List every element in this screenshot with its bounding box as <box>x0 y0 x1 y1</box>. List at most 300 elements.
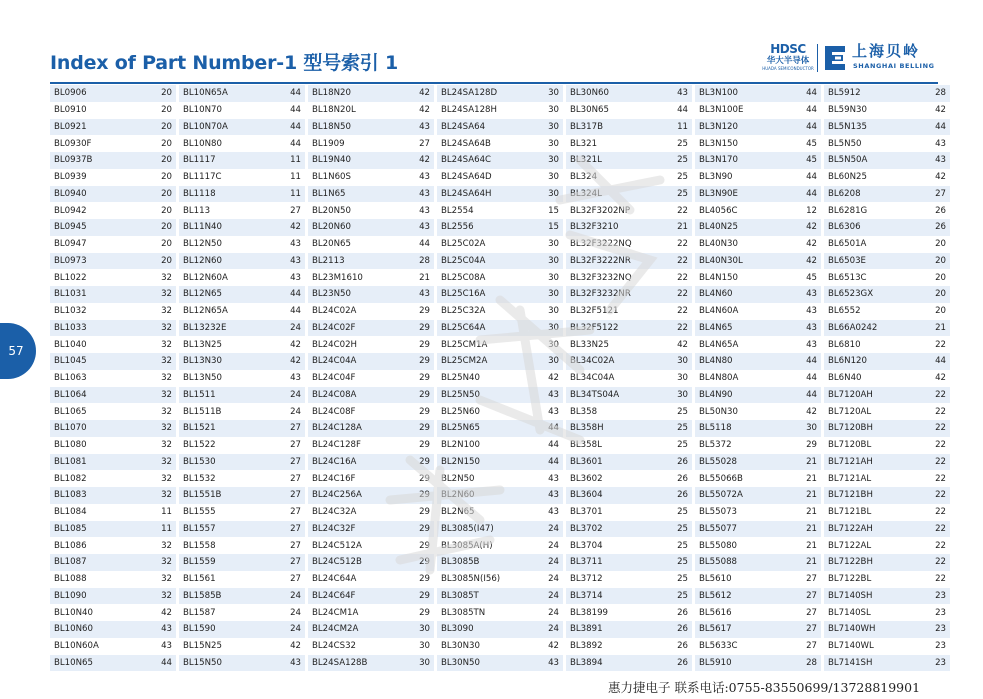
page-ref: 42 <box>290 641 301 652</box>
part-number: BL7120BL <box>828 440 872 451</box>
page-ref: 43 <box>290 272 301 283</box>
table-row <box>308 253 434 270</box>
part-number: BL24C02H <box>312 339 358 350</box>
part-number: BL25C32A <box>441 306 486 317</box>
part-number: BL10N60 <box>54 624 93 635</box>
table-row <box>179 269 305 286</box>
part-number: BL18N50 <box>312 121 351 132</box>
part-number: BL50N30 <box>699 406 738 417</box>
index-column <box>308 85 434 671</box>
table-row <box>50 420 176 437</box>
part-number: BL5N50A <box>828 155 868 166</box>
table-row <box>437 353 563 370</box>
table-row <box>437 604 563 621</box>
page-ref: 30 <box>548 289 559 300</box>
page-ref: 25 <box>677 406 688 417</box>
table-row <box>437 621 563 638</box>
page-ref: 43 <box>419 289 430 300</box>
page-ref: 24 <box>548 557 559 568</box>
part-number: BL7122BL <box>828 574 872 585</box>
page-ref: 11 <box>161 507 172 518</box>
page-ref: 44 <box>290 306 301 317</box>
part-number: BL3712 <box>570 574 603 585</box>
page-ref: 21 <box>806 456 817 467</box>
table-row <box>566 336 692 353</box>
part-number: BL12N50 <box>183 239 222 250</box>
table-row <box>179 219 305 236</box>
part-number: BL5N50 <box>828 138 862 149</box>
page-ref: 30 <box>677 389 688 400</box>
table-row <box>50 202 176 219</box>
page-ref: 22 <box>935 473 946 484</box>
table-row <box>824 420 950 437</box>
table-row <box>308 286 434 303</box>
table-row <box>179 119 305 136</box>
page-ref: 43 <box>161 641 172 652</box>
part-number: BL2113 <box>312 255 345 266</box>
table-row <box>566 119 692 136</box>
page-ref: 43 <box>806 339 817 350</box>
table-row <box>824 269 950 286</box>
part-number: BL5910 <box>699 657 732 668</box>
table-row <box>50 269 176 286</box>
page-ref: 29 <box>419 607 430 618</box>
table-row <box>437 387 563 404</box>
page-ref: 22 <box>677 272 688 283</box>
page-ref: 44 <box>161 657 172 668</box>
table-row <box>308 353 434 370</box>
part-number: BL0939 <box>54 172 87 183</box>
part-number: BL3704 <box>570 540 603 551</box>
table-row <box>566 521 692 538</box>
part-number: BL3N150 <box>699 138 738 149</box>
page-title: Index of Part Number-1 型号索引 1 <box>50 52 399 74</box>
page-ref: 26 <box>677 641 688 652</box>
part-number: BL1090 <box>54 590 87 601</box>
page-ref: 24 <box>548 624 559 635</box>
table-row <box>308 102 434 119</box>
part-number: BL19N40 <box>312 155 351 166</box>
part-number: BL113 <box>183 205 211 216</box>
page-ref: 43 <box>935 138 946 149</box>
page-ref: 25 <box>677 188 688 199</box>
table-row <box>308 269 434 286</box>
part-number: BL1587 <box>183 607 216 618</box>
part-number: BL20N65 <box>312 239 351 250</box>
page-ref: 11 <box>677 121 688 132</box>
part-number: BL24C128A <box>312 423 362 434</box>
page-ref: 27 <box>806 574 817 585</box>
part-number: BL24C02A <box>312 306 357 317</box>
table-row <box>308 454 434 471</box>
part-number: BL34TS04A <box>570 389 620 400</box>
part-number: BL25N60 <box>441 406 480 417</box>
table-row <box>437 336 563 353</box>
page-ref: 44 <box>548 423 559 434</box>
part-number: BL4N80A <box>699 373 739 384</box>
table-row <box>437 504 563 521</box>
part-number: BL3N90E <box>699 188 738 199</box>
belling-logo-en: SHANGHAI BELLING <box>853 62 935 70</box>
part-number: BL1590 <box>183 624 216 635</box>
page-ref: 30 <box>548 155 559 166</box>
table-row <box>695 135 821 152</box>
part-number: BL24C16F <box>312 473 356 484</box>
part-number: BL24SA64D <box>441 172 492 183</box>
part-number: BL0921 <box>54 121 87 132</box>
table-row <box>179 253 305 270</box>
page-ref: 11 <box>290 155 301 166</box>
table-row <box>179 537 305 554</box>
table-row <box>308 303 434 320</box>
part-number: BL7121BL <box>828 507 872 518</box>
table-row <box>437 554 563 571</box>
part-number: BL33N25 <box>570 339 609 350</box>
table-row <box>308 219 434 236</box>
part-number: BL24CM1A <box>312 607 359 618</box>
part-number: BL1530 <box>183 456 216 467</box>
part-number: BL24C08F <box>312 406 356 417</box>
page-ref: 44 <box>806 105 817 116</box>
page-ref: 22 <box>935 456 946 467</box>
part-number: BL38199 <box>570 607 609 618</box>
page-ref: 27 <box>290 523 301 534</box>
table-row <box>824 588 950 605</box>
table-row <box>566 135 692 152</box>
part-number: BL1045 <box>54 356 87 367</box>
table-row <box>566 253 692 270</box>
part-number: BL32F3202NP <box>570 205 631 216</box>
table-row <box>179 152 305 169</box>
page-ref: 32 <box>161 406 172 417</box>
page-ref: 20 <box>161 188 172 199</box>
table-row <box>50 320 176 337</box>
table-row <box>437 219 563 236</box>
page-ref: 28 <box>935 88 946 99</box>
page-ref: 43 <box>548 389 559 400</box>
table-row <box>695 336 821 353</box>
page-ref: 22 <box>935 557 946 568</box>
table-row <box>824 638 950 655</box>
table-row <box>824 253 950 270</box>
part-number: BL324L <box>570 188 602 199</box>
table-row <box>566 470 692 487</box>
part-number: BL7121AL <box>828 473 872 484</box>
table-row <box>50 253 176 270</box>
table-row <box>50 353 176 370</box>
part-number: BL6503E <box>828 255 866 266</box>
table-row <box>179 588 305 605</box>
page-ref: 42 <box>935 373 946 384</box>
page-ref: 29 <box>419 389 430 400</box>
table-row <box>308 571 434 588</box>
table-row <box>566 454 692 471</box>
page-ref: 30 <box>548 255 559 266</box>
part-number: BL1522 <box>183 440 216 451</box>
page-ref: 44 <box>290 105 301 116</box>
part-number: BL4N150 <box>699 272 738 283</box>
table-row <box>695 286 821 303</box>
table-row <box>566 588 692 605</box>
part-number: BL5612 <box>699 590 732 601</box>
table-row <box>695 454 821 471</box>
table-row <box>566 537 692 554</box>
page-ref: 32 <box>161 322 172 333</box>
table-row <box>824 437 950 454</box>
page-ref: 42 <box>419 88 430 99</box>
table-row <box>308 236 434 253</box>
page-ref: 26 <box>677 624 688 635</box>
part-number: BL3701 <box>570 507 603 518</box>
table-row <box>50 470 176 487</box>
page-ref: 27 <box>290 456 301 467</box>
table-row <box>437 521 563 538</box>
page-ref: 27 <box>290 423 301 434</box>
part-number: BL1032 <box>54 306 87 317</box>
page-ref: 42 <box>290 222 301 233</box>
part-number: BL23M1610 <box>312 272 363 283</box>
page-ref: 32 <box>161 423 172 434</box>
table-row <box>179 454 305 471</box>
table-row <box>566 286 692 303</box>
table-row <box>566 487 692 504</box>
page-ref: 32 <box>161 339 172 350</box>
table-row <box>566 638 692 655</box>
table-row <box>695 236 821 253</box>
page-ref: 29 <box>419 440 430 451</box>
part-number: BL7120AL <box>828 406 872 417</box>
page-ref: 26 <box>677 473 688 484</box>
page-ref: 26 <box>935 205 946 216</box>
table-row <box>179 286 305 303</box>
hdsc-logo-mark: HDSC <box>770 42 806 56</box>
table-row <box>308 604 434 621</box>
page-ref: 25 <box>677 440 688 451</box>
table-row <box>566 353 692 370</box>
table-row <box>437 571 563 588</box>
page-ref: 42 <box>548 373 559 384</box>
part-number: BL11N40 <box>183 222 222 233</box>
page-ref: 21 <box>677 222 688 233</box>
page-ref: 25 <box>677 155 688 166</box>
page-ref: 30 <box>677 373 688 384</box>
page-ref: 43 <box>161 624 172 635</box>
page-ref: 29 <box>419 507 430 518</box>
page-ref: 30 <box>548 272 559 283</box>
table-row <box>308 521 434 538</box>
table-row <box>50 403 176 420</box>
part-number: BL317B <box>570 121 603 132</box>
part-number: BL3602 <box>570 473 603 484</box>
part-number: BL55028 <box>699 456 738 467</box>
part-number: BL5610 <box>699 574 732 585</box>
page-ref: 20 <box>161 138 172 149</box>
page-ref: 22 <box>935 507 946 518</box>
page-ref: 32 <box>161 456 172 467</box>
page-ref: 20 <box>161 222 172 233</box>
table-row <box>50 588 176 605</box>
part-number: BL60N25 <box>828 172 867 183</box>
page-ref: 44 <box>935 356 946 367</box>
table-row <box>824 621 950 638</box>
table-row <box>566 186 692 203</box>
part-number: BL32F3210 <box>570 222 619 233</box>
table-row <box>437 102 563 119</box>
part-number: BL24C256A <box>312 490 362 501</box>
part-number: BL24C64A <box>312 574 357 585</box>
table-row <box>824 487 950 504</box>
page-ref: 24 <box>548 590 559 601</box>
part-number: BL10N65A <box>183 88 228 99</box>
table-row <box>695 655 821 672</box>
page-ref: 43 <box>290 373 301 384</box>
table-row <box>437 655 563 672</box>
page-ref: 24 <box>290 322 301 333</box>
part-number: BL1083 <box>54 490 87 501</box>
table-row <box>50 621 176 638</box>
table-row <box>437 420 563 437</box>
part-number: BL20N60 <box>312 222 351 233</box>
page-ref: 27 <box>290 473 301 484</box>
page-ref: 32 <box>161 373 172 384</box>
table-row <box>50 638 176 655</box>
table-row <box>308 169 434 186</box>
table-row <box>824 303 950 320</box>
table-row <box>50 119 176 136</box>
page-ref: 27 <box>419 138 430 149</box>
part-number: BL1065 <box>54 406 87 417</box>
table-row <box>824 152 950 169</box>
part-number: BL1085 <box>54 523 87 534</box>
part-number: BL10N60A <box>54 641 99 652</box>
table-row <box>566 621 692 638</box>
part-number: BL0910 <box>54 105 87 116</box>
page-ref: 30 <box>548 339 559 350</box>
page-ref: 42 <box>806 255 817 266</box>
page-number: 57 <box>8 344 24 358</box>
part-number: BL24SA128B <box>312 657 368 668</box>
part-number: BL2N100 <box>441 440 480 451</box>
table-row <box>179 403 305 420</box>
page-ref: 22 <box>935 339 946 350</box>
part-number: BL3892 <box>570 641 603 652</box>
table-row <box>308 554 434 571</box>
page-ref: 32 <box>161 306 172 317</box>
part-number: BL0937B <box>54 155 93 166</box>
part-number: BL1557 <box>183 523 216 534</box>
part-number: BL12N60 <box>183 255 222 266</box>
part-number: BL3085T <box>441 590 479 601</box>
table-row <box>437 152 563 169</box>
part-number: BL0940 <box>54 188 87 199</box>
table-row <box>308 621 434 638</box>
table-row <box>179 320 305 337</box>
table-row <box>695 320 821 337</box>
table-row <box>308 186 434 203</box>
page-ref: 22 <box>935 574 946 585</box>
page-ref: 20 <box>935 289 946 300</box>
table-row <box>50 85 176 102</box>
page-ref: 29 <box>419 540 430 551</box>
part-number: BL25C64A <box>441 322 486 333</box>
part-number: BL1117C <box>183 172 222 183</box>
page-ref: 44 <box>935 121 946 132</box>
page-ref: 43 <box>806 289 817 300</box>
page-ref: 30 <box>548 138 559 149</box>
hdsc-logo-en: HUADA SEMICONDUCTOR <box>762 66 814 71</box>
part-number: BL7120AH <box>828 389 873 400</box>
table-row <box>824 202 950 219</box>
page-ref: 25 <box>677 172 688 183</box>
table-row <box>308 370 434 387</box>
index-column <box>824 85 950 671</box>
table-row <box>179 437 305 454</box>
table-row <box>695 588 821 605</box>
page-ref: 32 <box>161 356 172 367</box>
page-ref: 27 <box>935 188 946 199</box>
part-number: BL55077 <box>699 523 738 534</box>
page-ref: 42 <box>806 239 817 250</box>
part-number: BL7140WH <box>828 624 876 635</box>
table-row <box>437 320 563 337</box>
table-row <box>566 219 692 236</box>
part-number: BL13N50 <box>183 373 222 384</box>
part-number: BL0930F <box>54 138 92 149</box>
table-row <box>437 169 563 186</box>
table-row <box>695 102 821 119</box>
table-row <box>566 655 692 672</box>
page-ref: 30 <box>548 306 559 317</box>
part-number: BL6552 <box>828 306 861 317</box>
part-number: BL24SA128D <box>441 88 498 99</box>
page-ref: 44 <box>806 373 817 384</box>
part-number: BL3085TN <box>441 607 486 618</box>
footer-contact: 惠力捷电子 联系电话:0755-83550699/13728819901 <box>608 680 921 695</box>
page-ref: 25 <box>677 423 688 434</box>
table-row <box>695 85 821 102</box>
table-row <box>695 487 821 504</box>
page-ref: 42 <box>677 339 688 350</box>
part-number: BL6810 <box>828 339 861 350</box>
part-number: BL6513C <box>828 272 867 283</box>
page-ref: 20 <box>935 239 946 250</box>
table-row <box>566 504 692 521</box>
page-ref: 44 <box>548 456 559 467</box>
part-number: BL32F3232NR <box>570 289 631 300</box>
part-number: BL3N100E <box>699 105 744 116</box>
table-row <box>308 504 434 521</box>
table-row <box>308 470 434 487</box>
part-number: BL34C04A <box>570 373 615 384</box>
page-ref: 42 <box>806 406 817 417</box>
belling-logo-icon <box>822 44 848 72</box>
part-number: BL1082 <box>54 473 87 484</box>
hdsc-logo <box>762 42 814 71</box>
table-row <box>695 152 821 169</box>
page-ref: 32 <box>161 574 172 585</box>
page-ref: 29 <box>419 356 430 367</box>
index-column <box>179 85 305 671</box>
part-number: BL1N60S <box>312 172 351 183</box>
page-ref: 22 <box>677 322 688 333</box>
company-logos <box>762 42 938 76</box>
table-row <box>179 504 305 521</box>
table-row <box>308 320 434 337</box>
page-ref: 44 <box>806 356 817 367</box>
part-number: BL2N150 <box>441 456 480 467</box>
table-row <box>824 504 950 521</box>
table-row <box>437 403 563 420</box>
